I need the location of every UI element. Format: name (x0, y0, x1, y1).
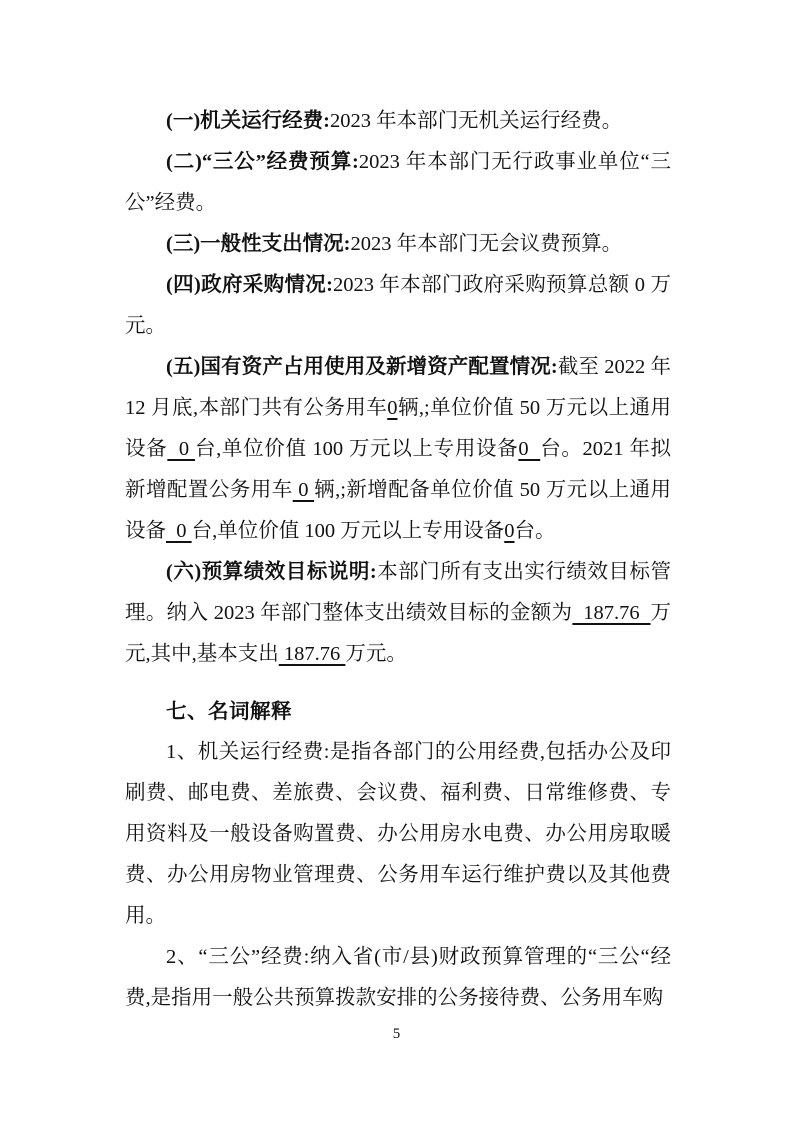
para-three-public-budget (125, 142, 671, 224)
section-heading-text: 七、名词解释 (166, 700, 292, 723)
underlined-value: 0 (166, 520, 192, 542)
underlined-value: 0 (504, 520, 515, 542)
para-state-assets (125, 347, 671, 552)
underlined-value: 0 (167, 438, 195, 460)
text-run: 2023 年本部门无机关运行经费。 (329, 110, 623, 132)
document-body (125, 101, 671, 1019)
text-run: 截至 2022 年 12 月底,本部门共有公务用车 (125, 356, 672, 419)
underlined-value: 187.76 (572, 602, 651, 624)
para-term-organ-operating-funds (125, 732, 671, 937)
para-heading-run: (六)预算绩效目标说明: (166, 561, 377, 583)
text-run: 台,单位价值 100 万元以上专用设备 (194, 438, 519, 460)
underlined-value: 187.76 (278, 643, 346, 665)
para-general-expenditure (125, 224, 671, 265)
underlined-value: 0 (518, 438, 541, 460)
para-government-procurement (125, 265, 671, 347)
para-heading-run: (三)一般性支出情况: (166, 233, 351, 255)
para-organ-operating-funds (125, 101, 671, 142)
text-run: 台。 (514, 520, 556, 542)
para-heading-run: (五)国有资产占用使用及新增资产配置情况: (166, 356, 558, 378)
text-run: 辆,;新增配备单位价值 50 万元以上通用设备 (125, 479, 672, 542)
text-run: 本部门所有支出实行绩效目标管理。纳入 2023 年部门整体支出绩效目标的金额为 (125, 561, 672, 624)
text-run: 2023 年本部门政府采购预算总额 0 万元。 (125, 274, 672, 337)
underlined-value: 0 (387, 397, 398, 419)
text-run: 1、机关运行经费:是指各部门的公用经费,包括办公及印刷费、邮电费、差旅费、会议费、福利费、日常维修费、专用资料及一般设备购置费、办公用房水电费、办公用房取暖费、办公用房物业管理费、公务用车运行维护费以及其他费用。 (125, 741, 671, 927)
para-performance-targets (125, 552, 671, 675)
text-run: 万元。 (345, 643, 407, 665)
para-heading-run: (一)机关运行经费: (166, 110, 330, 132)
para-heading-run: (四)政府采购情况: (166, 274, 333, 296)
text-run: 台。2021 年拟新增配置公务用车 (125, 438, 672, 501)
underlined-value: 0 (292, 479, 315, 501)
page-number: 5 (392, 1026, 401, 1042)
para-heading-run: (二)“三公”经费预算: (166, 151, 359, 173)
para-term-three-public-funds (125, 937, 671, 1019)
text-run: 万元,其中,基本支出 (125, 602, 672, 665)
heading-terminology (125, 691, 671, 732)
text-run: 辆,;单位价值 50 万元以上通用设备 (125, 397, 671, 460)
text-run: 2023 年本部门无会议费预算。 (350, 233, 623, 255)
text-run: 台,单位价值 100 万元以上专用设备 (191, 520, 505, 542)
text-run: 2023 年本部门无行政事业单位“三公”经费。 (125, 151, 671, 214)
text-run: 2、“三公”经费:纳入省(市/县)财政预算管理的“三公“经费,是指用一般公共预算拨款安排的公务接待费、公务用车购 (125, 946, 671, 1009)
